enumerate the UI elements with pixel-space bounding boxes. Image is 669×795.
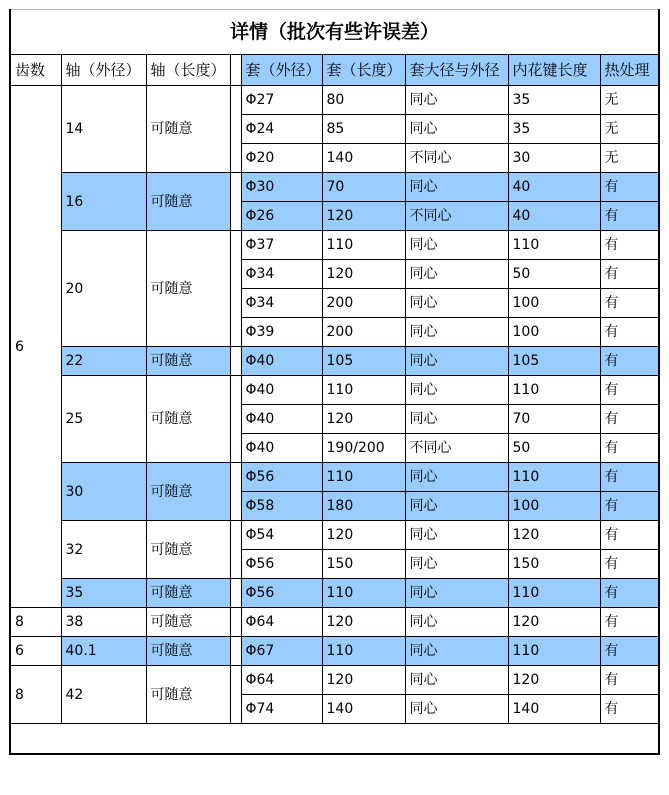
sleeve-od-cell[interactable]: Φ40 <box>241 347 322 376</box>
sleeve-od-cell[interactable]: Φ40 <box>241 405 322 434</box>
shaft-od-cell[interactable]: 14 <box>61 86 146 173</box>
header-heat-treatment[interactable]: 热处理 <box>600 55 659 86</box>
shaft-length-cell[interactable]: 可随意 <box>146 86 230 173</box>
heat-treatment-cell[interactable]: 无 <box>600 115 659 144</box>
concentricity-cell[interactable]: 同心 <box>405 550 508 579</box>
sleeve-length-cell[interactable]: 80 <box>322 86 405 115</box>
concentricity-cell[interactable]: 同心 <box>405 637 508 666</box>
sleeve-od-cell[interactable]: Φ64 <box>241 666 322 695</box>
spline-length-cell[interactable]: 100 <box>508 492 600 521</box>
header-shaft-length[interactable]: 轴（长度） <box>146 55 230 86</box>
concentricity-cell[interactable]: 同心 <box>405 86 508 115</box>
sleeve-od-cell[interactable]: Φ54 <box>241 521 322 550</box>
sleeve-od-cell[interactable]: Φ20 <box>241 144 322 173</box>
gap-cell[interactable] <box>230 347 241 376</box>
concentricity-cell[interactable]: 同心 <box>405 347 508 376</box>
heat-treatment-cell[interactable]: 有 <box>600 405 659 434</box>
table-title[interactable]: 详情（批次有些许误差） <box>10 10 659 55</box>
teeth-cell[interactable]: 6 <box>10 637 61 666</box>
heat-treatment-cell[interactable]: 有 <box>600 608 659 637</box>
spline-length-cell[interactable]: 120 <box>508 608 600 637</box>
gap-cell[interactable] <box>230 231 241 347</box>
empty-cell[interactable] <box>10 724 659 754</box>
sleeve-length-cell[interactable]: 150 <box>322 550 405 579</box>
sleeve-length-cell[interactable]: 200 <box>322 318 405 347</box>
concentricity-cell[interactable]: 同心 <box>405 695 508 724</box>
heat-treatment-cell[interactable]: 有 <box>600 347 659 376</box>
shaft-length-cell[interactable]: 可随意 <box>146 521 230 579</box>
sleeve-length-cell[interactable]: 120 <box>322 608 405 637</box>
teeth-cell[interactable]: 8 <box>10 666 61 724</box>
header-spline-length[interactable]: 内花键长度 <box>508 55 600 86</box>
spline-length-cell[interactable]: 70 <box>508 405 600 434</box>
concentricity-cell[interactable]: 同心 <box>405 608 508 637</box>
shaft-length-cell[interactable]: 可随意 <box>146 608 230 637</box>
sleeve-od-cell[interactable]: Φ56 <box>241 550 322 579</box>
sleeve-od-cell[interactable]: Φ34 <box>241 260 322 289</box>
gap-cell[interactable] <box>230 608 241 637</box>
sleeve-od-cell[interactable]: Φ67 <box>241 637 322 666</box>
sleeve-od-cell[interactable]: Φ30 <box>241 173 322 202</box>
header-sleeve-od[interactable]: 套（外径） <box>241 55 322 86</box>
shaft-od-cell[interactable]: 20 <box>61 231 146 347</box>
sleeve-od-cell[interactable]: Φ39 <box>241 318 322 347</box>
table-row <box>10 521 659 550</box>
table-row <box>10 637 659 666</box>
sleeve-od-cell[interactable]: Φ56 <box>241 579 322 608</box>
gap-cell[interactable] <box>230 637 241 666</box>
spline-length-cell[interactable]: 110 <box>508 376 600 405</box>
sleeve-length-cell[interactable]: 70 <box>322 173 405 202</box>
spline-length-cell[interactable]: 120 <box>508 666 600 695</box>
sleeve-length-cell[interactable]: 140 <box>322 695 405 724</box>
shaft-od-cell[interactable]: 35 <box>61 579 146 608</box>
table-row <box>10 579 659 608</box>
spline-length-cell[interactable]: 35 <box>508 115 600 144</box>
spline-length-cell[interactable]: 30 <box>508 144 600 173</box>
concentricity-cell[interactable]: 同心 <box>405 231 508 260</box>
sleeve-length-cell[interactable]: 85 <box>322 115 405 144</box>
sleeve-length-cell[interactable]: 200 <box>322 289 405 318</box>
concentricity-cell[interactable]: 不同心 <box>405 434 508 463</box>
concentricity-cell[interactable]: 同心 <box>405 318 508 347</box>
shaft-length-cell[interactable]: 可随意 <box>146 463 230 521</box>
spreadsheet-sheet <box>9 9 660 755</box>
gap-cell[interactable] <box>230 55 241 86</box>
shaft-length-cell[interactable]: 可随意 <box>146 231 230 347</box>
title-row <box>10 10 659 55</box>
heat-treatment-cell[interactable]: 有 <box>600 637 659 666</box>
header-row <box>10 55 659 86</box>
table-row <box>10 173 659 202</box>
sleeve-length-cell[interactable]: 110 <box>322 376 405 405</box>
gap-cell[interactable] <box>230 86 241 173</box>
concentricity-cell[interactable]: 同心 <box>405 666 508 695</box>
concentricity-cell[interactable]: 同心 <box>405 260 508 289</box>
spline-length-cell[interactable]: 110 <box>508 231 600 260</box>
sleeve-length-cell[interactable]: 120 <box>322 666 405 695</box>
table-row <box>10 86 659 115</box>
spline-length-cell[interactable]: 50 <box>508 434 600 463</box>
heat-treatment-cell[interactable]: 有 <box>600 173 659 202</box>
heat-treatment-cell[interactable]: 有 <box>600 434 659 463</box>
sleeve-od-cell[interactable]: Φ27 <box>241 86 322 115</box>
shaft-od-cell[interactable]: 25 <box>61 376 146 463</box>
concentricity-cell[interactable]: 同心 <box>405 492 508 521</box>
sleeve-length-cell[interactable]: 140 <box>322 144 405 173</box>
heat-treatment-cell[interactable]: 有 <box>600 463 659 492</box>
gap-cell[interactable] <box>230 521 241 579</box>
heat-treatment-cell[interactable]: 有 <box>600 376 659 405</box>
sleeve-length-cell[interactable]: 120 <box>322 405 405 434</box>
heat-treatment-cell[interactable]: 无 <box>600 144 659 173</box>
shaft-od-cell[interactable]: 22 <box>61 347 146 376</box>
sleeve-length-cell[interactable]: 180 <box>322 492 405 521</box>
heat-treatment-cell[interactable]: 有 <box>600 202 659 231</box>
sleeve-od-cell[interactable]: Φ64 <box>241 608 322 637</box>
empty-row <box>10 724 659 754</box>
header-sleeve-length[interactable]: 套（长度） <box>322 55 405 86</box>
sleeve-od-cell[interactable]: Φ24 <box>241 115 322 144</box>
header-shaft-od[interactable]: 轴（外径） <box>61 55 146 86</box>
spline-length-cell[interactable]: 100 <box>508 289 600 318</box>
heat-treatment-cell[interactable]: 有 <box>600 260 659 289</box>
spline-length-cell[interactable]: 50 <box>508 260 600 289</box>
spline-length-cell[interactable]: 150 <box>508 550 600 579</box>
concentricity-cell[interactable]: 同心 <box>405 376 508 405</box>
heat-treatment-cell[interactable]: 有 <box>600 550 659 579</box>
concentricity-cell[interactable]: 同心 <box>405 405 508 434</box>
shaft-length-cell[interactable]: 可随意 <box>146 376 230 463</box>
table-row <box>10 463 659 492</box>
heat-treatment-cell[interactable]: 有 <box>600 289 659 318</box>
heat-treatment-cell[interactable]: 有 <box>600 231 659 260</box>
table-row <box>10 376 659 405</box>
sleeve-length-cell[interactable]: 190/200 <box>322 434 405 463</box>
sleeve-od-cell[interactable]: Φ26 <box>241 202 322 231</box>
header-concentricity[interactable]: 套大径与外径 <box>405 55 508 86</box>
sleeve-od-cell[interactable]: Φ40 <box>241 376 322 405</box>
sleeve-length-cell[interactable]: 105 <box>322 347 405 376</box>
shaft-od-cell[interactable]: 42 <box>61 666 146 724</box>
shaft-od-cell[interactable]: 32 <box>61 521 146 579</box>
sleeve-od-cell[interactable]: Φ34 <box>241 289 322 318</box>
heat-treatment-cell[interactable]: 有 <box>600 492 659 521</box>
sleeve-od-cell[interactable]: Φ56 <box>241 463 322 492</box>
sleeve-od-cell[interactable]: Φ37 <box>241 231 322 260</box>
shaft-length-cell[interactable]: 可随意 <box>146 637 230 666</box>
concentricity-cell[interactable]: 同心 <box>405 579 508 608</box>
details-table <box>9 9 660 755</box>
shaft-od-cell[interactable]: 30 <box>61 463 146 521</box>
teeth-cell[interactable]: 6 <box>10 86 61 608</box>
sleeve-length-cell[interactable]: 110 <box>322 463 405 492</box>
shaft-length-cell[interactable]: 可随意 <box>146 666 230 724</box>
gap-cell[interactable] <box>230 173 241 231</box>
sleeve-od-cell[interactable]: Φ74 <box>241 695 322 724</box>
sleeve-length-cell[interactable]: 120 <box>322 202 405 231</box>
spline-length-cell[interactable]: 110 <box>508 579 600 608</box>
heat-treatment-cell[interactable]: 无 <box>600 86 659 115</box>
shaft-od-cell[interactable]: 38 <box>61 608 146 637</box>
table-row <box>10 231 659 260</box>
heat-treatment-cell[interactable]: 有 <box>600 695 659 724</box>
teeth-cell[interactable]: 8 <box>10 608 61 637</box>
spline-length-cell[interactable]: 40 <box>508 202 600 231</box>
concentricity-cell[interactable]: 同心 <box>405 173 508 202</box>
shaft-length-cell[interactable]: 可随意 <box>146 579 230 608</box>
shaft-od-cell[interactable]: 16 <box>61 173 146 231</box>
heat-treatment-cell[interactable]: 有 <box>600 579 659 608</box>
sleeve-od-cell[interactable]: Φ40 <box>241 434 322 463</box>
spline-length-cell[interactable]: 120 <box>508 521 600 550</box>
gap-cell[interactable] <box>230 376 241 463</box>
spline-length-cell[interactable]: 105 <box>508 347 600 376</box>
spline-length-cell[interactable]: 35 <box>508 86 600 115</box>
spline-length-cell[interactable]: 140 <box>508 695 600 724</box>
spline-length-cell[interactable]: 110 <box>508 463 600 492</box>
gap-cell[interactable] <box>230 463 241 521</box>
sleeve-length-cell[interactable]: 110 <box>322 637 405 666</box>
spline-length-cell[interactable]: 110 <box>508 637 600 666</box>
spline-length-cell[interactable]: 40 <box>508 173 600 202</box>
table-row <box>10 666 659 695</box>
concentricity-cell[interactable]: 不同心 <box>405 144 508 173</box>
concentricity-cell[interactable]: 同心 <box>405 521 508 550</box>
table-row <box>10 347 659 376</box>
gap-cell[interactable] <box>230 579 241 608</box>
sleeve-length-cell[interactable]: 110 <box>322 231 405 260</box>
header-teeth[interactable]: 齿数 <box>10 55 61 86</box>
concentricity-cell[interactable]: 同心 <box>405 463 508 492</box>
table-row <box>10 608 659 637</box>
heat-treatment-cell[interactable]: 有 <box>600 666 659 695</box>
shaft-od-cell[interactable]: 40.1 <box>61 637 146 666</box>
concentricity-cell[interactable]: 同心 <box>405 115 508 144</box>
shaft-length-cell[interactable]: 可随意 <box>146 173 230 231</box>
sleeve-length-cell[interactable]: 120 <box>322 260 405 289</box>
concentricity-cell[interactable]: 不同心 <box>405 202 508 231</box>
heat-treatment-cell[interactable]: 有 <box>600 318 659 347</box>
sleeve-length-cell[interactable]: 120 <box>322 521 405 550</box>
concentricity-cell[interactable]: 同心 <box>405 289 508 318</box>
sleeve-length-cell[interactable]: 110 <box>322 579 405 608</box>
spline-length-cell[interactable]: 100 <box>508 318 600 347</box>
heat-treatment-cell[interactable]: 有 <box>600 521 659 550</box>
sleeve-od-cell[interactable]: Φ58 <box>241 492 322 521</box>
gap-cell[interactable] <box>230 666 241 724</box>
shaft-length-cell[interactable]: 可随意 <box>146 347 230 376</box>
